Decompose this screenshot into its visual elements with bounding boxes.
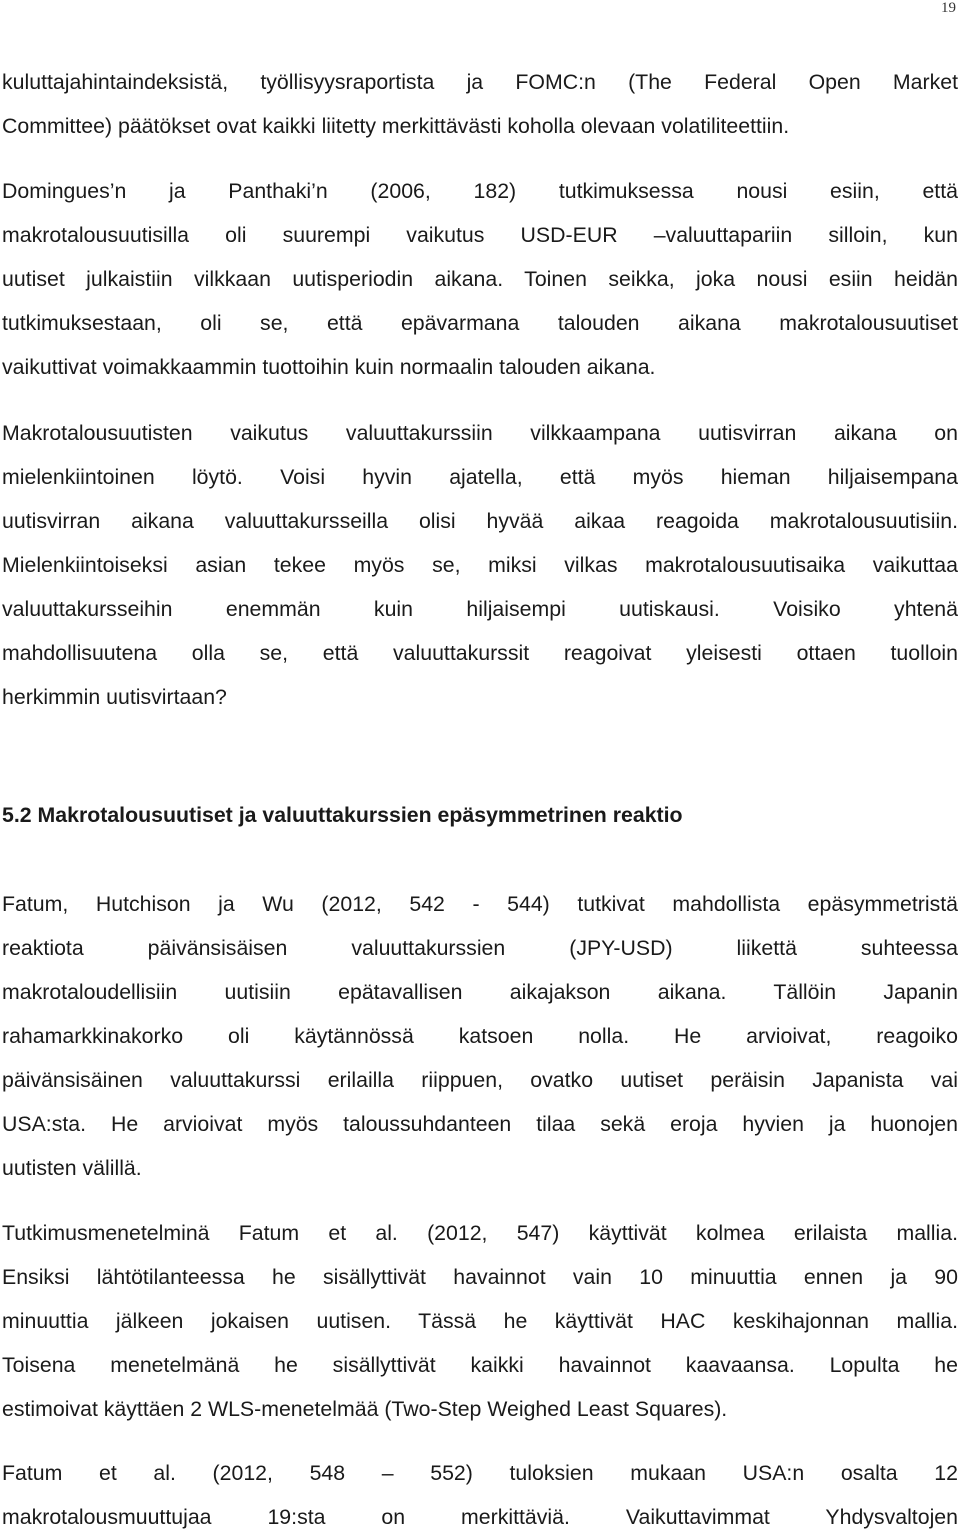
text-line: kuluttajahintaindeksistä, työllisyysraportista ja FOMC:n (The Federal Open Market bbox=[2, 70, 958, 94]
text-line: makrotaloudellisiin uutisiin epätavallisen aikajakson aikana. Tällöin Japanin bbox=[2, 980, 958, 1004]
text-line: Domingues’n ja Panthaki’n (2006, 182) tutkimuksessa nousi esiin, että bbox=[2, 179, 958, 203]
text-line: Makrotalousuutisten vaikutus valuuttakurssiin vilkkaampana uutisvirran aikana on bbox=[2, 421, 958, 445]
text-line: herkimmin uutisvirtaan? bbox=[2, 685, 227, 709]
paragraph-1 bbox=[2, 60, 958, 148]
text-line: uutisvirran aikana valuuttakursseilla olisi hyvää aikaa reagoida makrotalousuutisiin. bbox=[2, 509, 958, 533]
section-heading: 5.2 Makrotalousuutiset ja valuuttakurssien epäsymmetrinen reaktio bbox=[2, 803, 683, 827]
text-line: mahdollisuutena olla se, että valuuttakurssit reagoivat yleisesti ottaen tuolloin bbox=[2, 641, 958, 665]
text-line: vaikuttivat voimakkaammin tuottoihin kuin normaalin talouden aikana. bbox=[2, 355, 656, 379]
text-line: Committee) päätökset ovat kaikki liitetty merkittävästi koholla olevaan volatiliteettiin. bbox=[2, 114, 790, 138]
text-line: mielenkiintoinen löytö. Voisi hyvin ajatella, että myös hieman hiljaisempana bbox=[2, 465, 958, 489]
text-line: estimoivat käyttäen 2 WLS-menetelmää (Two-Step Weighed Least Squares). bbox=[2, 1397, 728, 1421]
text-line: uutisten välillä. bbox=[2, 1156, 142, 1180]
text-line: rahamarkkinakorko oli käytännössä katsoen nolla. He arvioivat, reagoiko bbox=[2, 1024, 958, 1048]
text-line: USA:sta. He arvioivat myös taloussuhdanteen tilaa sekä eroja hyvien ja huonojen bbox=[2, 1112, 958, 1136]
text-line: reaktiota päivänsisäisen valuuttakurssien (JPY-USD) liikettä suhteessa bbox=[2, 936, 958, 960]
paragraph-6 bbox=[2, 1451, 958, 1539]
text-line: Ensiksi lähtötilanteessa he sisällyttivät havainnot vain 10 minuuttia ennen ja 90 bbox=[2, 1265, 958, 1289]
paragraph-2 bbox=[2, 169, 958, 389]
paragraph-4 bbox=[2, 882, 958, 1190]
page-number: 19 bbox=[941, 0, 956, 16]
text-line: makrotalousmuuttujaa 19:sta on merkittäviä. Vaikuttavimmat Yhdysvaltojen bbox=[2, 1505, 958, 1529]
text-line: Tutkimusmenetelminä Fatum et al. (2012, 547) käyttivät kolmea erilaista mallia. bbox=[2, 1221, 958, 1245]
text-line: Fatum et al. (2012, 548 – 552) tuloksien mukaan USA:n osalta 12 bbox=[2, 1461, 958, 1485]
paragraph-3 bbox=[2, 411, 958, 719]
text-line: Fatum, Hutchison ja Wu (2012, 542 - 544) tutkivat mahdollista epäsymmetristä bbox=[2, 892, 958, 916]
text-line: uutiset julkaistiin vilkkaan uutisperiodin aikana. Toinen seikka, joka nousi esiin heidän bbox=[2, 267, 958, 291]
text-line: Toisena menetelmänä he sisällyttivät kaikki havainnot kaavaansa. Lopulta he bbox=[2, 1353, 958, 1377]
text-line: minuuttia jälkeen jokaisen uutisen. Tässä he käyttivät HAC keskihajonnan mallia. bbox=[2, 1309, 958, 1333]
text-line: valuuttakursseihin enemmän kuin hiljaisempi uutiskausi. Voisiko yhtenä bbox=[2, 597, 958, 621]
text-line: päivänsisäinen valuuttakurssi erilailla riippuen, ovatko uutiset peräisin Japanista vai bbox=[2, 1068, 958, 1092]
text-line: makrotalousuutisilla oli suurempi vaikutus USD-EUR –valuuttapariin silloin, kun bbox=[2, 223, 958, 247]
paragraph-5 bbox=[2, 1211, 958, 1431]
text-line: Mielenkiintoiseksi asian tekee myös se, miksi vilkas makrotalousuutisaika vaikuttaa bbox=[2, 553, 958, 577]
text-line: tutkimuksestaan, oli se, että epävarmana talouden aikana makrotalousuutiset bbox=[2, 311, 958, 335]
